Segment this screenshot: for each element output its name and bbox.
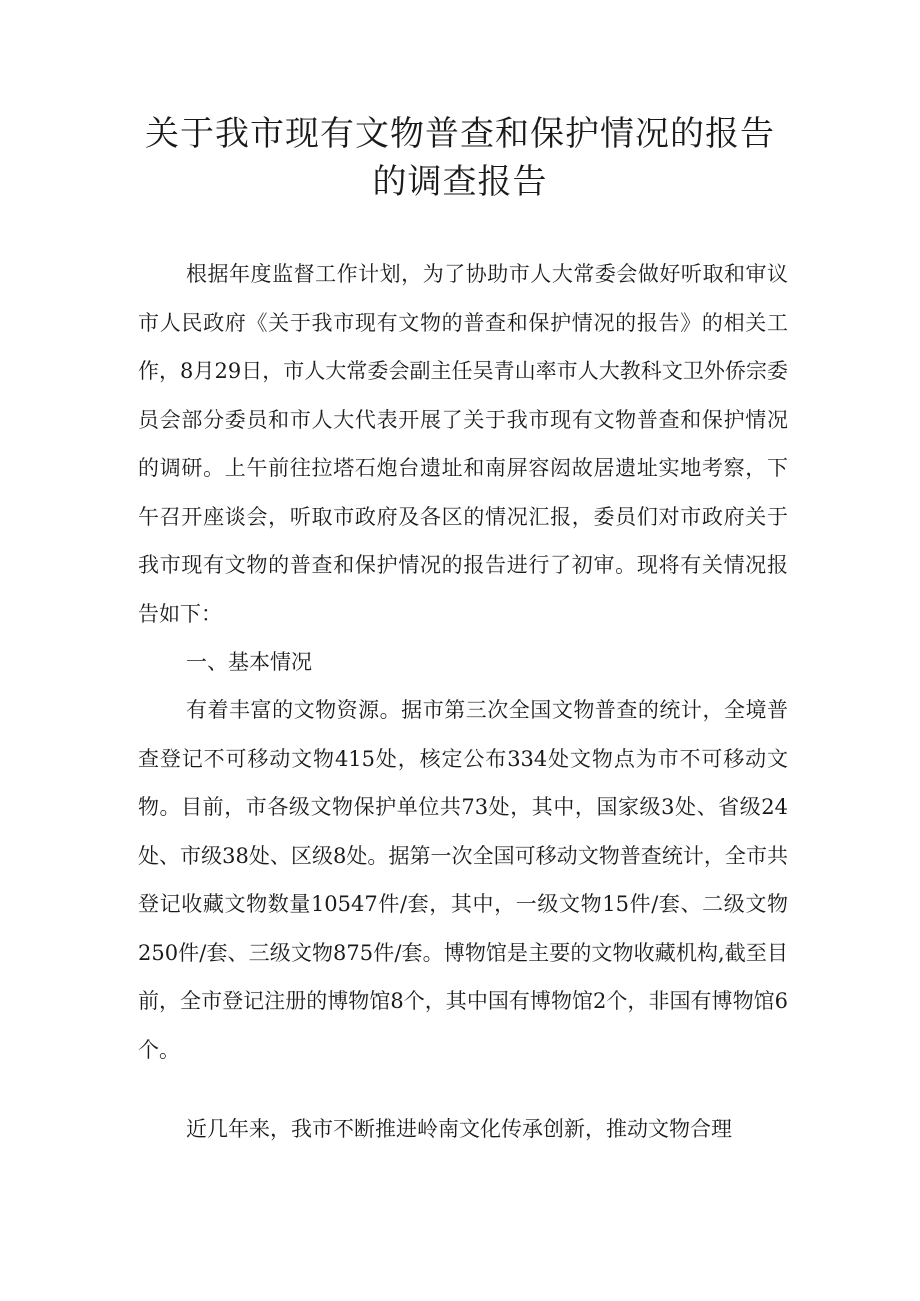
intro-paragraph: 根据年度监督工作计划，为了协助市人大常委会做好听取和审议市人民政府《关于我市现有文物的普查和保护情况的报告》的相关工作，8月29日，市人大常委会副主任吴青山率市人大教科文卫外侨宗委员会部分委员和市人大代表开展了关于我市现有文物普查和保护情况的调研。上午前往拉塔石炮台遗址和南屏容闳故居遗址实地考察，下午召开座谈会，听取市政府及各区的情况汇报，委员们对市政府关于我市现有文物的普查和保护情况的报告进行了初审。现将有关情况报告如下：	[138, 262, 788, 626]
basic-situation-paragraph: 有着丰富的文物资源。据市第三次全国文物普查的统计，全境普查登记不可移动文物415处，核定公布334处文物点为市不可移动文物。目前，市各级文物保护单位共73处，其中，国家级3处、省级24处、市级38处、区级8处。据第一次全国可移动文物普查统计，全市共登记收藏文物数量10547件/套，其中，一级文物15件/套、二级文物250件/套、三级文物875件/套。博物馆是主要的文物收藏机构,截至目前，全市登记注册的博物馆8个，其中国有博物馆2个，非国有博物馆6个。	[138, 698, 788, 1062]
document-title-line1: 关于我市现有文物普查和保护情况的报告	[145, 114, 775, 154]
recent-years-paragraph: 近几年来，我市不断推进岭南文化传承创新，推动文物合理	[186, 1117, 732, 1141]
document-title-line2: 的调查报告	[372, 162, 548, 202]
section-heading-basic-situation: 一、基本情况	[186, 650, 312, 674]
